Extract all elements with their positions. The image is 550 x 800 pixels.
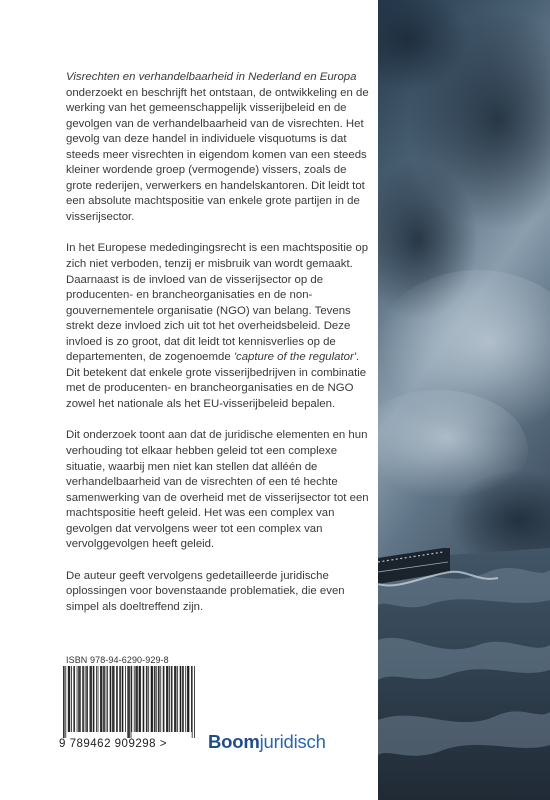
barcode-bar [187,666,188,732]
barcode-bar [112,666,113,732]
barcode-bar [177,666,178,732]
barcode-bar [131,666,132,738]
back-cover-text [66,70,372,632]
barcode-bar [69,666,70,732]
barcode-bar [68,666,69,732]
barcode-bar [85,666,86,732]
barcode-bar [159,666,160,732]
barcode-bar [154,666,155,732]
barcode-bar [131,666,132,732]
barcode-bar [152,666,153,732]
barcode-bar [65,666,66,738]
barcode-bar [176,666,177,732]
barcode-bar [174,666,175,732]
barcode-bar [103,666,104,732]
barcode-bar [156,666,157,732]
barcode-bar [135,666,136,732]
paragraph-2-text-b: . Dit betekent dat enkele grote visserijbedrijven in combinatie met de producenten- en brancheorganisaties en de NGO zowel het nationale als het EU-visserijbeleid bepalen. [66,351,367,410]
barcode-bar [90,666,91,732]
barcode-bar [191,666,192,732]
barcode-bar [73,666,74,732]
barcode-bar [175,666,176,732]
blurb-paragraph-1 [66,70,372,225]
barcode-bar [64,666,65,738]
barcode-bar [164,666,165,732]
barcode-bar [83,666,84,732]
barcode-bar [151,666,152,732]
barcode-bar [74,666,75,732]
barcode-bar [146,666,147,732]
barcode-bar [63,666,64,738]
barcode-bar [91,666,92,732]
paragraph-1-text: onderzoekt en beschrijft het ontstaan, de ontwikkeling en de werking van het gemeenschappelijk visserijbeleid en de gevolgen van de verhandelbaarheid van de visrechten. Het gevolg van deze handel in individuele visquotums is dat steeds meer visrechten in eigendom komen van een steeds kleiner wordende groep (vermogende) vissers, zoals de grote rederijen, verwerkers en handelskantoren. Dit leidt tot een absolute machtspositie van enkele grote partijen in de visserijsector. [66,86,369,223]
barcode-bar [122,666,123,732]
barcode-bar [98,666,99,732]
barcode-bar [140,666,141,732]
barcode-bar [86,666,87,732]
barcode-digits: 9 789462 909298 > [59,738,167,750]
paragraph-2-text-a: In het Europese mededingingsrecht is een machtspositie op zich niet verboden, tenzij er misbruik van wordt gemaakt. Daarnaast is de invloed van de visserijsector op de producenten- en brancheorganisaties en de non-gouvernementele organisatie (NGO) van belang. Tevens strekt deze invloed zich uit tot het overheidsbeleid. Deze invloed is zo groot, dat dit leidt tot kennisverlies op de departementen, de zogenoemde [66,242,369,364]
barcode-bar [101,666,102,732]
barcode-bar [106,666,107,732]
barcode-bar [181,666,182,732]
barcode-bar [163,666,164,732]
barcode-bar [139,666,140,732]
barcode-bar [143,666,144,732]
barcode-bar [102,666,103,732]
barcode-bar [110,666,111,732]
book-title-italic: Visrechten en verhandelbaarheid in Nederland en Europa [66,71,357,83]
barcode-bar [96,666,97,732]
capture-regulator-italic: 'capture of the regulator' [233,351,356,364]
barcode-bar [110,666,111,732]
publisher-logo [208,731,326,753]
barcode-bar [171,666,172,732]
barcode-bar [87,666,88,732]
barcode-bar [182,666,183,732]
barcode-bar [169,666,170,732]
barcode-bar [188,666,189,732]
barcode-bar [79,666,80,732]
barcode-bar [80,666,81,732]
barcode-bar [117,666,118,732]
barcode-bar [129,666,130,738]
barcode-bar [152,666,153,732]
stormy-sea-painting [378,0,550,800]
blurb-paragraph-2 [66,241,372,412]
barcode-bar [166,666,167,732]
barcode-bar [134,666,135,732]
barcode-bar [183,666,184,732]
barcode-bar [116,666,117,732]
barcode-bar [148,666,149,732]
blurb-paragraph-3: Dit onderzoek toont aan dat de juridische elementen en hun verhouding tot elkaar hebben geleid tot een complexe situatie, waarbij men niet kan stellen dat alléén de verhandelbaarheid van de visrechten of een té hechte samenwerking van de overheid met de visserijsector tot een machtspositie heeft geleid. Het was een complex van gevolgen dat vervolgens weer tot een complex van vervolggevolgen heeft geleid. [66,429,369,551]
barcode-bar [71,666,72,732]
barcode-bar [120,666,121,732]
barcode-bar [143,666,144,732]
barcode-bar [180,666,181,732]
barcode-bar [155,666,156,732]
barcode-bar [168,666,169,732]
barcode-bar [104,666,105,732]
isbn-label: ISBN 978-94-6290-929-8 [66,655,169,665]
barcode-bar [119,666,120,732]
barcode-bar [90,666,91,732]
barcode-bar [107,666,108,732]
barcode-bar [127,666,128,738]
barcode-bar [158,666,159,732]
barcode-bar [147,666,148,732]
barcode-bar [123,666,124,732]
barcode-bar [160,666,161,732]
barcode-bar [125,666,126,732]
barcode-bar [93,666,94,732]
barcode-bar [137,666,138,732]
barcode-bar [139,666,140,732]
barcode-bar [114,666,115,732]
publisher-logo-part1: Boom [208,731,260,752]
barcode-bar [128,666,129,738]
barcode-bar [136,666,137,732]
barcode-bar [100,666,101,732]
barcode-bar [77,666,78,732]
barcode-bar [192,666,193,738]
barcode-bar [172,666,173,732]
barcode-bar [189,666,190,732]
barcode-bar [69,666,70,732]
barcode-bar [194,666,195,738]
barcode-bar [185,666,186,732]
barcode-bar [78,666,79,732]
barcode-bar [113,666,114,732]
blurb-paragraph-4: De auteur geeft vervolgens gedetailleerde juridische oplossingen voor bovenstaande problematiek, die even simpel als doeltreffend zijn. [66,569,345,613]
publisher-logo-part2: juridisch [259,731,326,752]
barcode-bar [167,666,168,732]
barcode [59,666,199,738]
barcode-bar [82,666,83,732]
barcode-bar [94,666,95,732]
